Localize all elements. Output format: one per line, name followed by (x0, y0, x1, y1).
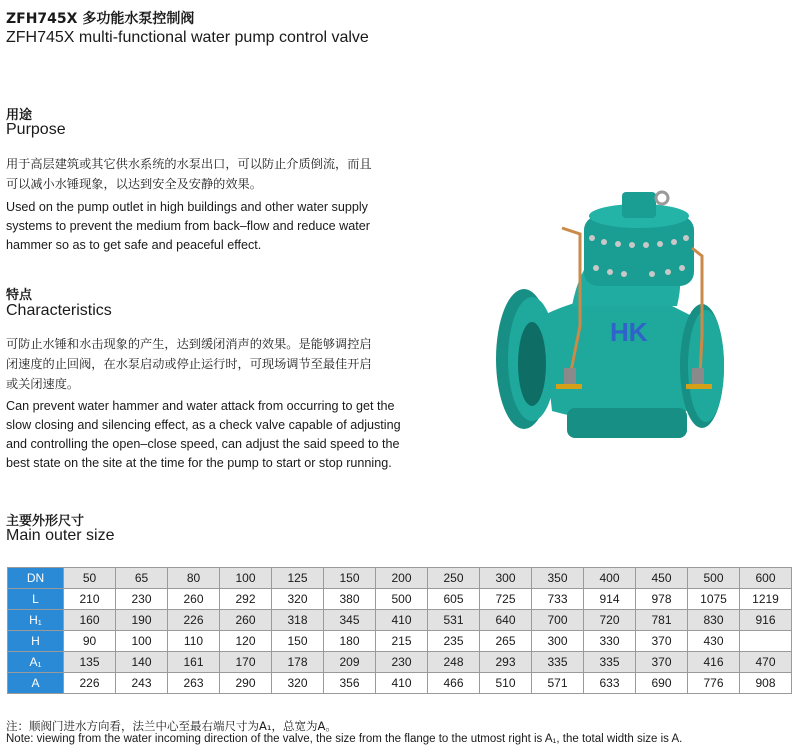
purpose-text-en: Used on the pump outlet in high buildings and other water supply systems to prevent the medium from back–flow and reduce water hammer so as to get safe and peaceful effect. (6, 200, 370, 252)
characteristics-text-en: Can prevent water hammer and water attack from occurring to get the slow closing and silencing effect, as a check valve capable of adjusting and controlling the open–close speed, can adjust the said speed to the best state on the site at the time for the pump to start or stop running. (6, 399, 401, 470)
table-cell: 180 (324, 631, 376, 652)
table-cell: 470 (740, 652, 792, 673)
table-cell: 150 (324, 568, 376, 589)
size-heading-en: Main outer size (6, 527, 115, 544)
table-cell: 230 (116, 589, 168, 610)
table-cell: 633 (584, 673, 636, 694)
table-cell: 100 (116, 631, 168, 652)
row-label: A (8, 673, 64, 694)
table-cell: 370 (636, 652, 688, 673)
table-cell: 410 (376, 610, 428, 631)
table-cell: 243 (116, 673, 168, 694)
table-cell: 600 (740, 568, 792, 589)
valve-product-image (492, 176, 730, 450)
table-cell: 235 (428, 631, 480, 652)
table-cell: 300 (480, 568, 532, 589)
table-cell: 100 (220, 568, 272, 589)
table-cell: 776 (688, 673, 740, 694)
table-cell: 640 (480, 610, 532, 631)
table-cell: 720 (584, 610, 636, 631)
table-cell: 430 (688, 631, 740, 652)
table-cell: 830 (688, 610, 740, 631)
table-cell: 320 (272, 589, 324, 610)
page-title-en: ZFH745X multi-functional water pump control valve (6, 29, 369, 46)
table-cell: 466 (428, 673, 480, 694)
table-cell: 226 (168, 610, 220, 631)
table-cell: 190 (116, 610, 168, 631)
table-cell: 265 (480, 631, 532, 652)
table-row (8, 631, 792, 652)
table-cell: 370 (636, 631, 688, 652)
table-cell: 292 (220, 589, 272, 610)
table-row (8, 673, 792, 694)
size-heading-cn: 主要外形尺寸 (6, 514, 85, 529)
table-cell: 50 (64, 568, 116, 589)
table-row (8, 589, 792, 610)
table-cell: 200 (376, 568, 428, 589)
purpose-heading-cn: 用途 (6, 108, 33, 123)
table-cell: 531 (428, 610, 480, 631)
table-cell: 690 (636, 673, 688, 694)
table-cell: 260 (220, 610, 272, 631)
table-cell: 781 (636, 610, 688, 631)
table-cell: 733 (532, 589, 584, 610)
table-cell: 263 (168, 673, 220, 694)
characteristics-heading-cn: 特点 (6, 288, 33, 303)
table-cell: 320 (272, 673, 324, 694)
row-label: A₁ (8, 652, 64, 673)
table-cell: 380 (324, 589, 376, 610)
table-cell: 510 (480, 673, 532, 694)
table-cell: 90 (64, 631, 116, 652)
table-cell: 1219 (740, 589, 792, 610)
table-cell: 150 (272, 631, 324, 652)
table-cell: 170 (220, 652, 272, 673)
purpose-text-cn: 用于高层建筑或其它供水系统的水泵出口，可以防止介质倒流，而且 可以减小水锤现象，以达到安全及安静的效果。 (6, 157, 372, 191)
characteristics-heading-en: Characteristics (6, 302, 112, 319)
table-cell: 335 (532, 652, 584, 673)
table-row (8, 652, 792, 673)
table-cell: 110 (168, 631, 220, 652)
note-cn: 注：顺阀门进水方向看，法兰中心至最右端尺寸为A₁，总宽为A。 (6, 719, 337, 733)
table-cell: 290 (220, 673, 272, 694)
table-cell: 500 (376, 589, 428, 610)
table-cell: 160 (64, 610, 116, 631)
table-cell: 161 (168, 652, 220, 673)
valve-logo: HK (610, 317, 648, 347)
row-label: H₁ (8, 610, 64, 631)
table-cell: 500 (688, 568, 740, 589)
characteristics-text-cn: 可防止水锤和水击现象的产生，达到缓闭消声的效果。是能够调控启 闭速度的止回阀，在水泵启动或停止运行时，可现场调节至最佳开启 或关闭速度。 (6, 337, 372, 391)
table-row (8, 610, 792, 631)
table-cell: 914 (584, 589, 636, 610)
page-title-cn: ZFH745X 多功能水泵控制阀 (6, 11, 195, 27)
table-cell: 410 (376, 673, 428, 694)
table-cell: 318 (272, 610, 324, 631)
table-cell: 178 (272, 652, 324, 673)
purpose-heading-en: Purpose (6, 121, 66, 138)
table-cell: 400 (584, 568, 636, 589)
table-cell: 80 (168, 568, 220, 589)
table-cell: 260 (168, 589, 220, 610)
table-cell: 209 (324, 652, 376, 673)
size-table (7, 567, 792, 694)
note-en: Note: viewing from the water incoming direction of the valve, the size from the flange to the utmost right is A₁, the total width size is A. (6, 733, 683, 745)
table-cell: 345 (324, 610, 376, 631)
table-cell: 450 (636, 568, 688, 589)
table-cell: 908 (740, 673, 792, 694)
table-cell: 248 (428, 652, 480, 673)
row-label: L (8, 589, 64, 610)
table-cell: 230 (376, 652, 428, 673)
table-cell: 916 (740, 610, 792, 631)
valve-body (496, 192, 724, 438)
table-cell: 120 (220, 631, 272, 652)
table-cell: 350 (532, 568, 584, 589)
table-cell: 300 (532, 631, 584, 652)
table-cell: 1075 (688, 589, 740, 610)
table-cell: 140 (116, 652, 168, 673)
table-cell: 210 (64, 589, 116, 610)
table-cell: 226 (64, 673, 116, 694)
table-cell: 330 (584, 631, 636, 652)
table-cell: 125 (272, 568, 324, 589)
table-cell: 215 (376, 631, 428, 652)
table-cell: 335 (584, 652, 636, 673)
row-label: H (8, 631, 64, 652)
table-cell: 978 (636, 589, 688, 610)
table-cell: 700 (532, 610, 584, 631)
table-row (8, 568, 792, 589)
table-cell: 605 (428, 589, 480, 610)
table-cell: 416 (688, 652, 740, 673)
row-label: DN (8, 568, 64, 589)
table-cell: 571 (532, 673, 584, 694)
table-cell: 250 (428, 568, 480, 589)
table-cell: 293 (480, 652, 532, 673)
table-cell: 135 (64, 652, 116, 673)
table-cell: 65 (116, 568, 168, 589)
table-cell: 356 (324, 673, 376, 694)
table-cell: 725 (480, 589, 532, 610)
table-cell (740, 631, 792, 652)
